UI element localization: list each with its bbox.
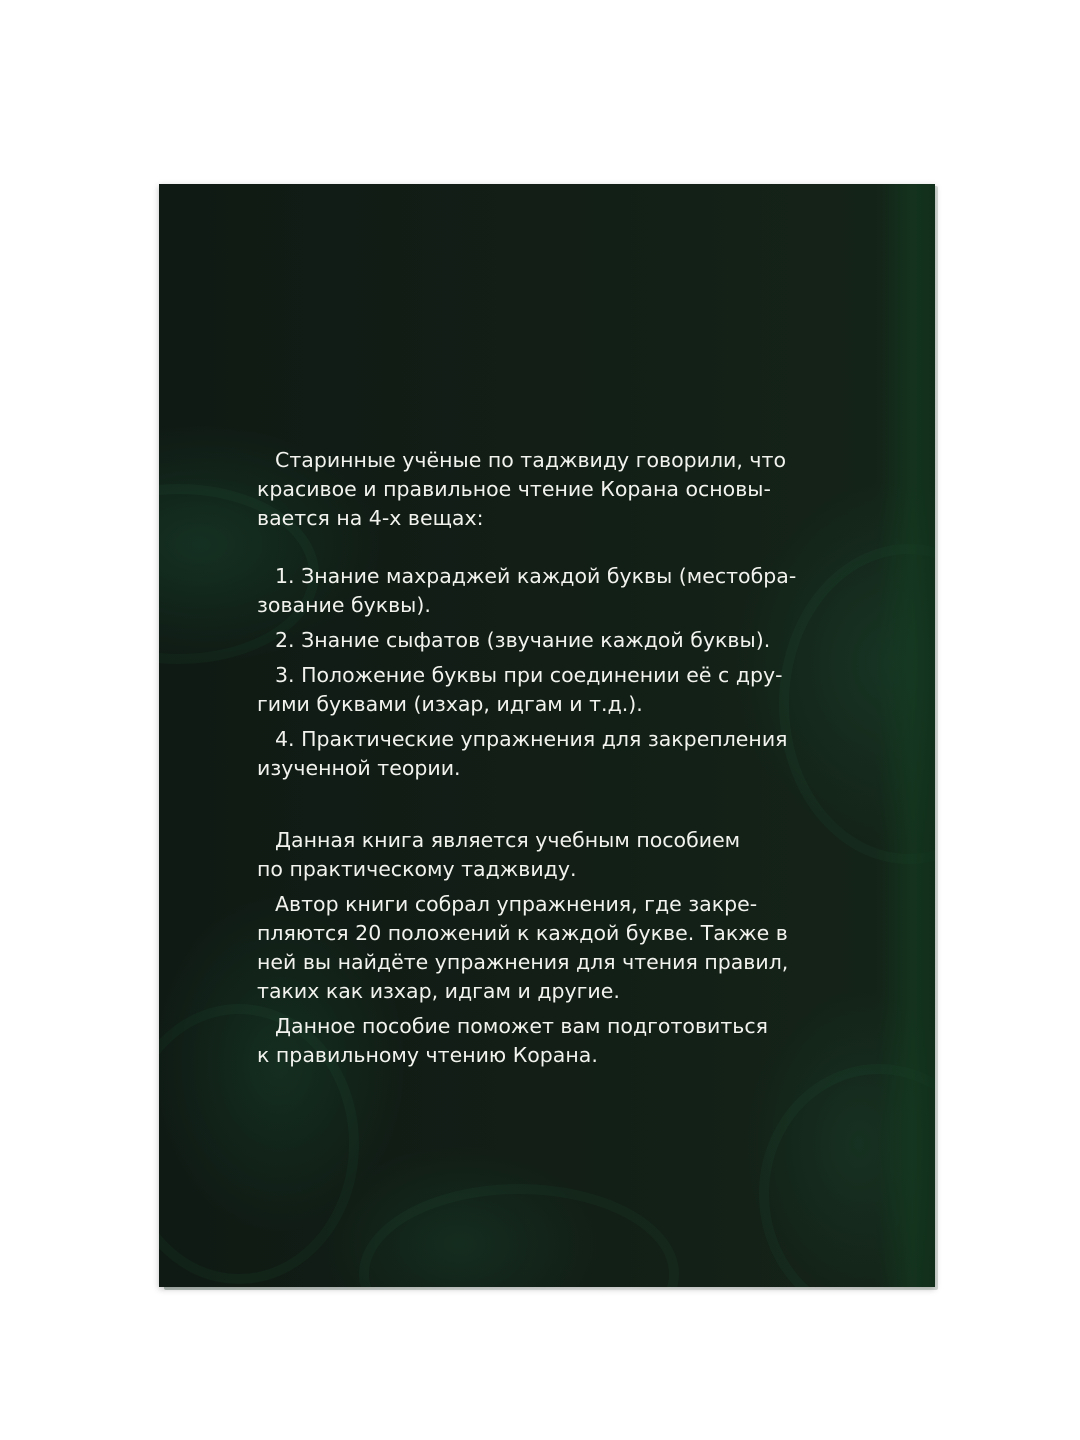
- paragraph-line: Данное пособие поможет вам подготовиться: [275, 1014, 768, 1038]
- list-item-line: гими буквами (изхар, идгам и т.д.).: [257, 692, 643, 716]
- intro-paragraph: [257, 446, 841, 533]
- list-item-line: 4. Практические упражнения для закрепления: [275, 727, 788, 751]
- list-item-line: зование буквы).: [257, 593, 431, 617]
- list-item-line: 3. Положение буквы при соединении её с дру-: [275, 663, 783, 687]
- back-cover-text: [257, 446, 841, 1070]
- paragraph-line: по практическому таджвиду.: [257, 857, 577, 881]
- outro-paragraph: [257, 890, 841, 1006]
- paragraph-line: ней вы найдёте упражнения для чтения правил,: [257, 950, 789, 974]
- outro-paragraph: [257, 826, 841, 884]
- intro-line: Старинные учёные по таджвиду говорили, что: [275, 448, 787, 472]
- list-item-line: 2. Знание сыфатов (звучание каждой буквы).: [275, 628, 771, 652]
- cover-edge-strip: [879, 184, 935, 1287]
- intro-line: вается на 4-х вещах:: [257, 506, 484, 530]
- list-item: [257, 626, 841, 655]
- list-item: [257, 725, 841, 783]
- list-item: [257, 661, 841, 719]
- outro-paragraph: [257, 1012, 841, 1070]
- paragraph-line: пляются 20 положений к каждой букве. Также в: [257, 921, 788, 945]
- paragraph-line: таких как изхар, идгам и другие.: [257, 979, 620, 1003]
- list-item-line: 1. Знание махраджей каждой буквы (местобра-: [275, 564, 797, 588]
- paragraph-line: Данная книга является учебным пособием: [275, 828, 741, 852]
- book-back-cover: [159, 184, 935, 1287]
- decorative-swirl: [359, 1184, 679, 1287]
- list-item: [257, 562, 841, 620]
- numbered-list: [257, 562, 841, 783]
- intro-line: красивое и правильное чтение Корана основы-: [257, 477, 771, 501]
- list-item-line: изученной теории.: [257, 756, 461, 780]
- paragraph-line: Автор книги собрал упражнения, где закре-: [275, 892, 758, 916]
- paragraph-line: к правильному чтению Корана.: [257, 1043, 598, 1067]
